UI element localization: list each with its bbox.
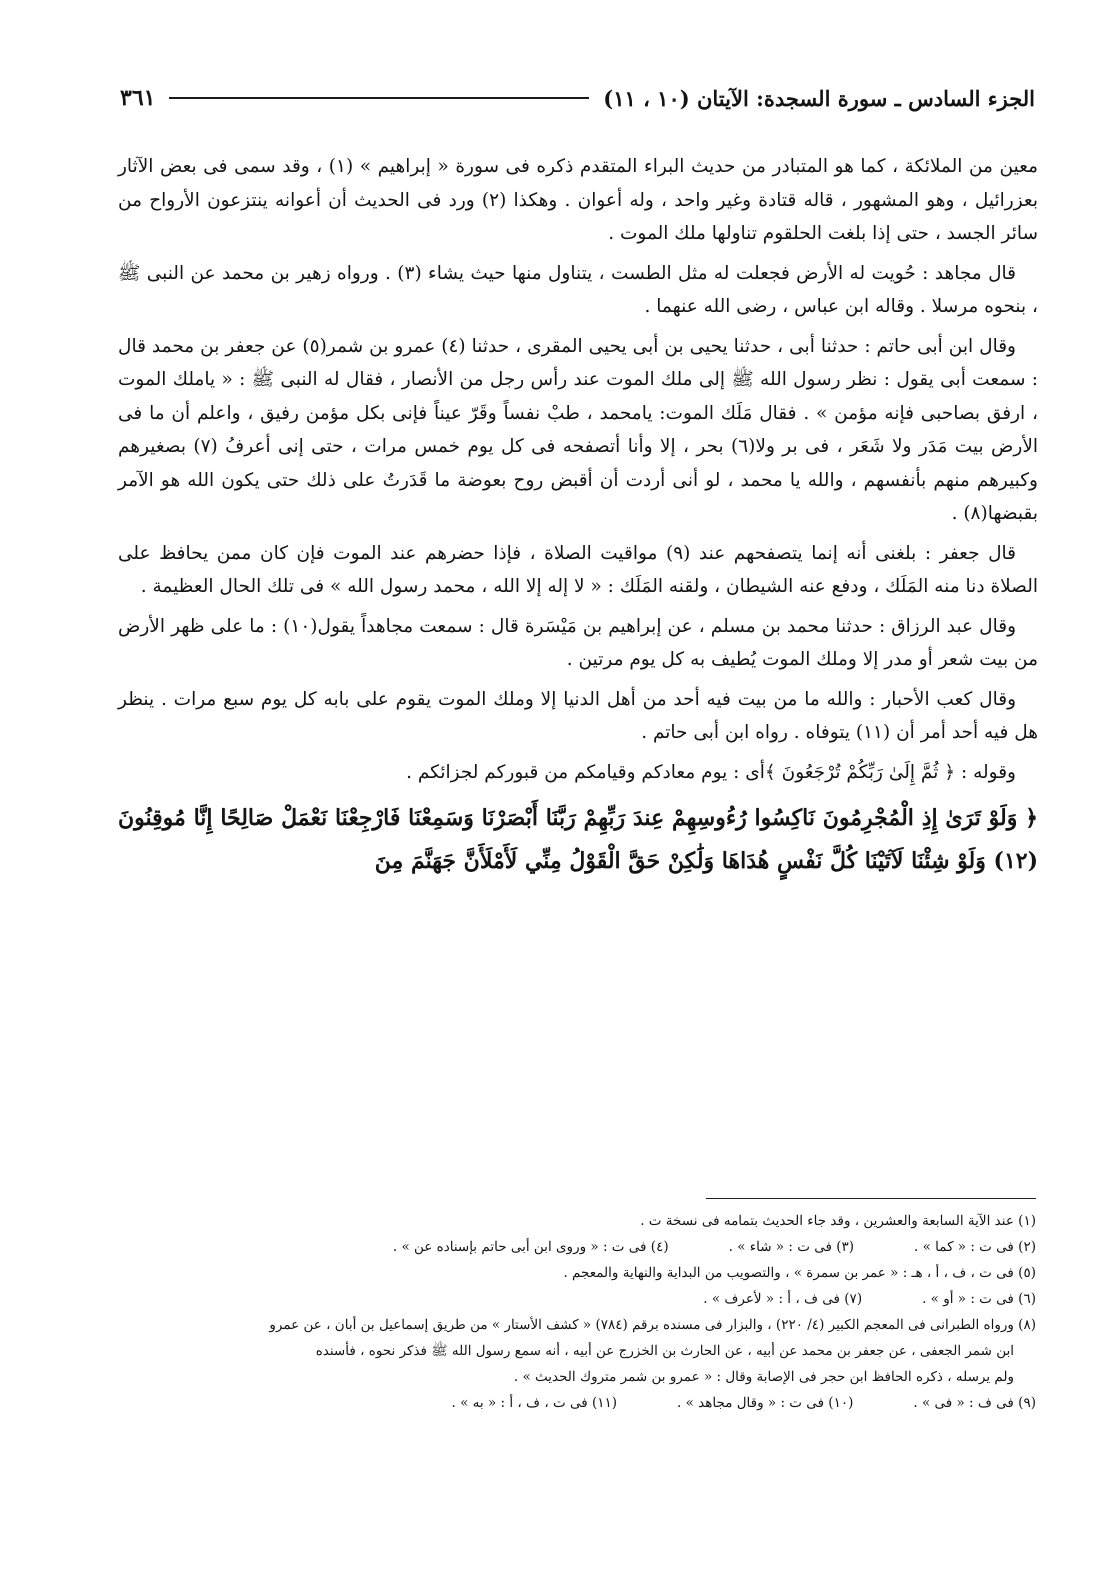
footnote-9: (٩) فى ف : « فى » . [913,1395,1036,1411]
footnote-7: (٧) فى ف ، أ : « لأعرف » . [703,1291,863,1307]
main-text [118,150,1038,883]
footnote-8: (٨) ورواه الطبرانى فى المعجم الكبير (٤/ ٢٢٠) ، والبزار فى مسنده برقم (٧٨٤) « كشف الأستار » من طريق إسماعيل بن أبان ، عن عمرو [269,1317,1036,1333]
footnote-row [250,1234,1036,1260]
paragraph-1: معين من الملائكة ، كما هو المتبادر من حديث البراء المتقدم ذكره فى سورة « إبراهيم » (١) ، وقد سمى فى بعض الآثار بعزرائيل ، وهو المشهور ، قاله قتادة وغير واحد ، وله أعوان . وهكذا (٢) ورد فى الحديث أن أعوانه ينتزعون الأرواح من سائر الجسد ، حتى إذا بلغت الحلقوم تناولها ملك الموت . [118,156,1038,244]
footnote-10: (١٠) فى ت : « وقال مجاهد » . [677,1395,854,1411]
footnote-6: (٦) فى ت : « أو » . [922,1291,1036,1307]
header-rule [169,97,589,99]
paragraph-5: وقال عبد الرزاق : حدثنا محمد بن مسلم ، عن إبراهيم بن مَيْسَرة قال : سمعت مجاهداً يقول(١٠) : ما على ظهر الأرض من بيت شعر أو مدر إلا وملك الموت يُطيف به كل يوم مرتين . [118,615,1038,670]
footnote-8-continued: ولم يرسله ، ذكره الحافظ ابن حجر فى الإصابة وقال : « عمرو بن شمر متروك الحديث » . [513,1369,1014,1385]
footnote-rule [706,1198,1036,1199]
paragraph-3: وقال ابن أبى حاتم : حدثنا أبى ، حدثنا يحيى بن أبى يحيى المقرى ، حدثنا (٤) عمرو بن شمر(٥) عن جعفر بن محمد قال : سمعت أبى يقول : نظر رسول الله ﷺ إلى ملك الموت عند رأس رجل من الأنصار ، فقال له النبى ﷺ : « ياملك الموت ، ارفق بصاحبى فإنه مؤمن » . فقال مَلَك الموت: يامحمد ، طبْ نفساً وقَرّ عيناً فإنى بكل مؤمن رفيق ، واعلم أن ما فى الأرض بيت مَدَر ولا شَعَر ، فى بر ولا(٦) بحر ، إلا وأنا أتصفحه فى كل يوم خمس مرات ، حتى إنى أعرفُ (٧) بصغيرهم وكبيرهم منهم بأنفسهم ، والله يا محمد ، لو أنى أردت أن أقبض روح بعوضة ما قَدَرتُ على ذلك حتى يكون الله هو الآمر بقبضها(٨) . [118,335,1039,524]
header-title: الجزء السادس ـ سورة السجدة: الآيتان (١٠ ، ١١) [603,85,1035,111]
footnote-4: (٤) فى ت : « وروى ابن أبى حاتم بإسناده عن » . [392,1239,669,1255]
footnote-row [250,1286,1036,1312]
footnotes [250,1208,1036,1416]
footnote-row [250,1390,1036,1416]
quran-verse: ﴿ وَلَوْ تَرَىٰ إِذِ الْمُجْرِمُونَ نَاكِسُوا رُءُوسِهِمْ عِندَ رَبِّهِمْ رَبَّنَا أَبْصَرْنَا وَسَمِعْنَا فَارْجِعْنَا نَعْمَلْ صَالِحًا إِنَّا مُوقِنُونَ (١٢) وَلَوْ شِئْنَا لَآتَيْنَا كُلَّ نَفْسٍ هُدَاهَا وَلَٰكِنْ حَقَّ الْقَوْلُ مِنِّي لَأَمْلَأَنَّ جَهَنَّمَ مِنَ [118,805,1038,874]
footnote-1: (١) عند الآية السابعة والعشرين ، وقد جاء الحديث بتمامه فى نسخة ت . [640,1213,1036,1229]
footnote-11: (١١) فى ت ، ف ، أ : « به » . [451,1395,618,1411]
footnote-8-continued: ابن شمر الجعفى ، عن جعفر بن محمد عن أبيه ، عن الحارث بن الخزرج عن أبيه ، أنه سمع رسول الله ﷺ فذكر نحوه ، فأسنده [315,1343,1014,1359]
paragraph-7: وقوله : ﴿ ثُمَّ إِلَىٰ رَبِّكُمْ تُرْجَعُونَ ﴾أى : يوم معادكم وقيامكم من قبوركم لجزائكم . [406,761,1016,783]
page-number: ٣٦١ [120,85,156,111]
footnote-5: (٥) فى ت ، ف ، أ ، هـ : « عمر بن سمرة » ، والتصويب من البداية والنهاية والمعجم . [563,1265,1036,1281]
paragraph-2: قال مجاهد : حُويت له الأرض فجعلت له مثل الطست ، يتناول منها حيث يشاء (٣) . ورواه زهير بن محمد عن النبى ﷺ ، بنحوه مرسلا . وقاله ابن عباس ، رضى الله عنهما . [118,262,1038,317]
running-header [120,78,1035,118]
paragraph-6: وقال كعب الأحبار : والله ما من بيت فيه أحد من أهل الدنيا إلا وملك الموت يقوم على بابه كل يوم سبع مرات . ينظر هل فيه أحد أمر أن (١١) يتوفاه . رواه ابن أبى حاتم . [118,688,1038,743]
footnote-3: (٣) فى ت : « شاء » . [728,1239,855,1255]
paragraph-4: قال جعفر : بلغنى أنه إنما يتصفحهم عند (٩) مواقيت الصلاة ، فإذا حضرهم عند الموت فإن كان ممن يحافظ على الصلاة دنا منه المَلَك ، ودفع عنه الشيطان ، ولقنه المَلَك : « لا إله إلا الله ، محمد رسول الله » فى تلك الحال العظيمة . [118,542,1038,597]
footnote-2: (٢) فى ت : « كما » . [914,1239,1036,1255]
